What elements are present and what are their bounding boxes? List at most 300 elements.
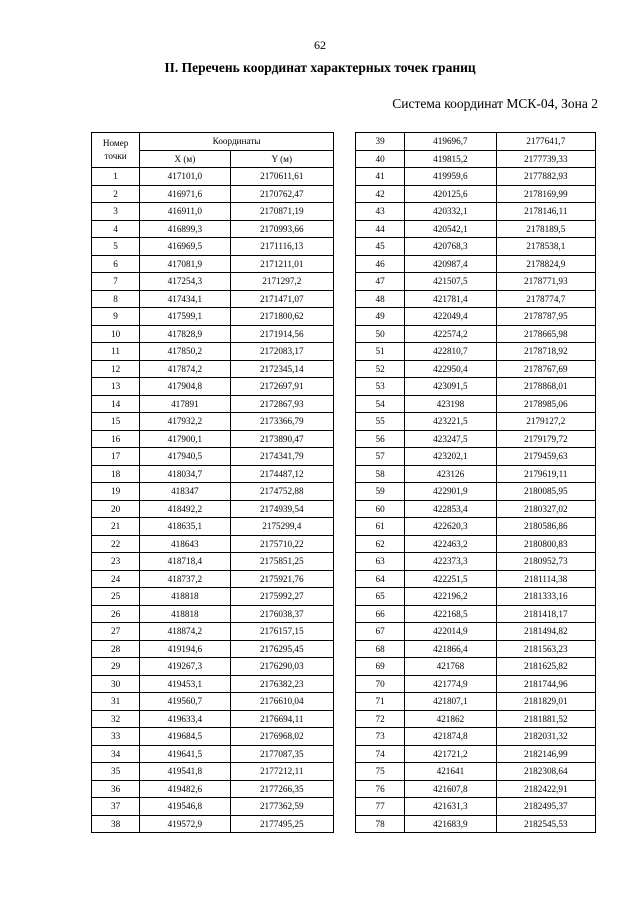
table-row — [92, 518, 334, 536]
point-number-cell: 19 — [92, 483, 140, 501]
x-coordinate-cell: 420332,1 — [405, 203, 496, 221]
x-coordinate-cell: 418643 — [140, 535, 230, 553]
y-coordinate-cell: 2180800,83 — [496, 535, 595, 553]
table-row — [356, 203, 596, 221]
y-coordinate-cell: 2175992,27 — [230, 588, 333, 606]
x-coordinate-cell: 419453,1 — [140, 675, 230, 693]
x-coordinate-cell: 423247,5 — [405, 430, 496, 448]
table-row — [92, 623, 334, 641]
y-coordinate-cell: 2178718,92 — [496, 343, 595, 361]
x-coordinate-cell: 422196,2 — [405, 588, 496, 606]
y-coordinate-cell: 2181418,17 — [496, 605, 595, 623]
table-row — [92, 745, 334, 763]
coordinates-header: Координаты — [140, 133, 334, 151]
y-coordinate-cell: 2176038,37 — [230, 605, 333, 623]
table-row — [92, 413, 334, 431]
point-number-cell: 74 — [356, 745, 405, 763]
x-coordinate-cell: 418492,2 — [140, 500, 230, 518]
y-coordinate-cell: 2178985,06 — [496, 395, 595, 413]
table-row — [356, 798, 596, 816]
y-coordinate-cell: 2172697,91 — [230, 378, 333, 396]
point-number-cell: 2 — [92, 185, 140, 203]
point-number-cell: 35 — [92, 763, 140, 781]
point-number-cell: 44 — [356, 220, 405, 238]
point-number-cell: 55 — [356, 413, 405, 431]
table-row — [92, 710, 334, 728]
x-coordinate-cell: 419482,6 — [140, 780, 230, 798]
x-coordinate-cell: 422810,7 — [405, 343, 496, 361]
x-coordinate-cell: 419815,2 — [405, 150, 496, 168]
y-coordinate-cell: 2178771,93 — [496, 273, 595, 291]
y-coordinate-cell: 2181114,38 — [496, 570, 595, 588]
x-coordinate-cell: 422574,2 — [405, 325, 496, 343]
point-number-cell: 48 — [356, 290, 405, 308]
y-coordinate-cell: 2171297,2 — [230, 273, 333, 291]
point-number-cell: 68 — [356, 640, 405, 658]
point-number-cell: 62 — [356, 535, 405, 553]
y-coordinate-cell: 2181829,01 — [496, 693, 595, 711]
x-coordinate-cell: 420125,6 — [405, 185, 496, 203]
point-number-cell: 8 — [92, 290, 140, 308]
y-coordinate-cell: 2179619,11 — [496, 465, 595, 483]
point-number-cell: 15 — [92, 413, 140, 431]
point-number-cell: 26 — [92, 605, 140, 623]
table-row — [356, 605, 596, 623]
x-coordinate-cell: 416969,5 — [140, 238, 230, 256]
y-coordinate-cell: 2178868,01 — [496, 378, 595, 396]
point-number-cell: 40 — [356, 150, 405, 168]
point-number-cell: 67 — [356, 623, 405, 641]
table-row — [356, 710, 596, 728]
point-number-cell: 57 — [356, 448, 405, 466]
x-coordinate-cell: 421641 — [405, 763, 496, 781]
table-row — [92, 588, 334, 606]
y-coordinate-cell: 2181744,96 — [496, 675, 595, 693]
point-number-cell: 78 — [356, 815, 405, 833]
x-coordinate-cell: 423091,5 — [405, 378, 496, 396]
coordinates-table-right — [355, 132, 596, 833]
x-coordinate-cell: 422901,9 — [405, 483, 496, 501]
table-row — [356, 675, 596, 693]
table-row — [356, 640, 596, 658]
y-coordinate-cell: 2179459,63 — [496, 448, 595, 466]
point-number-cell: 65 — [356, 588, 405, 606]
x-coordinate-cell: 421774,9 — [405, 675, 496, 693]
y-coordinate-cell: 2178787,95 — [496, 308, 595, 326]
x-coordinate-cell: 421781,4 — [405, 290, 496, 308]
point-number-cell: 41 — [356, 168, 405, 186]
y-coordinate-cell: 2176382,23 — [230, 675, 333, 693]
table-row — [356, 413, 596, 431]
table-row — [356, 133, 596, 151]
y-coordinate-cell: 2178824,9 — [496, 255, 595, 273]
table-row — [356, 518, 596, 536]
table-row — [92, 430, 334, 448]
table-row — [92, 395, 334, 413]
x-coordinate-cell: 422251,5 — [405, 570, 496, 588]
y-coordinate-cell: 2182545,53 — [496, 815, 595, 833]
table-row — [356, 658, 596, 676]
table-row — [92, 728, 334, 746]
y-coordinate-cell: 2172345,14 — [230, 360, 333, 378]
y-coordinate-cell: 2180586,86 — [496, 518, 595, 536]
y-coordinate-cell: 2171471,07 — [230, 290, 333, 308]
point-number-cell: 23 — [92, 553, 140, 571]
y-coordinate-cell: 2181494,82 — [496, 623, 595, 641]
x-coordinate-cell: 419633,4 — [140, 710, 230, 728]
point-number-cell: 7 — [92, 273, 140, 291]
point-number-cell: 22 — [92, 535, 140, 553]
table-row — [92, 553, 334, 571]
x-coordinate-cell: 417434,1 — [140, 290, 230, 308]
table-row — [92, 273, 334, 291]
x-coordinate-cell: 421607,8 — [405, 780, 496, 798]
point-number-cell: 50 — [356, 325, 405, 343]
x-coordinate-cell: 421866,4 — [405, 640, 496, 658]
table-row — [356, 623, 596, 641]
table-row — [356, 780, 596, 798]
point-number-cell: 45 — [356, 238, 405, 256]
y-coordinate-cell: 2182495,37 — [496, 798, 595, 816]
x-coordinate-cell: 422463,2 — [405, 535, 496, 553]
y-coordinate-cell: 2175851,25 — [230, 553, 333, 571]
table-row — [92, 220, 334, 238]
x-coordinate-cell: 418635,1 — [140, 518, 230, 536]
coordinates-table-left — [91, 132, 334, 833]
y-coordinate-cell: 2175710,22 — [230, 535, 333, 553]
x-coordinate-cell: 421721,2 — [405, 745, 496, 763]
point-number-cell: 11 — [92, 343, 140, 361]
x-coordinate-cell: 423202,1 — [405, 448, 496, 466]
table-row — [92, 658, 334, 676]
y-coordinate-cell: 2181333,16 — [496, 588, 595, 606]
x-coordinate-cell: 420768,3 — [405, 238, 496, 256]
x-coordinate-cell: 421507,5 — [405, 273, 496, 291]
point-number-cell: 13 — [92, 378, 140, 396]
point-number-cell: 66 — [356, 605, 405, 623]
x-coordinate-cell: 421807,1 — [405, 693, 496, 711]
table-row — [92, 168, 334, 186]
table-row — [356, 325, 596, 343]
page-number: 62 — [314, 38, 326, 52]
x-coordinate-cell: 421631,3 — [405, 798, 496, 816]
point-number-cell: 47 — [356, 273, 405, 291]
point-number-cell: 69 — [356, 658, 405, 676]
y-coordinate-cell: 2175921,76 — [230, 570, 333, 588]
table-row — [92, 605, 334, 623]
table-row — [356, 185, 596, 203]
y-coordinate-cell: 2174487,12 — [230, 465, 333, 483]
table-row — [92, 238, 334, 256]
x-coordinate-cell: 417904,8 — [140, 378, 230, 396]
y-coordinate-cell: 2171116,13 — [230, 238, 333, 256]
x-coordinate-cell: 419546,8 — [140, 798, 230, 816]
table-row — [92, 290, 334, 308]
point-number-cell: 77 — [356, 798, 405, 816]
point-number-cell: 29 — [92, 658, 140, 676]
table-row — [356, 588, 596, 606]
x-coordinate-cell: 417254,3 — [140, 273, 230, 291]
point-number-cell: 51 — [356, 343, 405, 361]
point-number-cell: 25 — [92, 588, 140, 606]
point-number-cell: 63 — [356, 553, 405, 571]
x-coordinate-cell: 421862 — [405, 710, 496, 728]
y-coordinate-cell: 2177212,11 — [230, 763, 333, 781]
y-coordinate-cell: 2176968,02 — [230, 728, 333, 746]
table-row — [356, 815, 596, 833]
point-number-header: Номер точки — [92, 133, 140, 168]
x-coordinate-cell: 419572,9 — [140, 815, 230, 833]
point-number-cell: 36 — [92, 780, 140, 798]
x-coordinate-cell: 422620,3 — [405, 518, 496, 536]
y-coordinate-cell: 2172867,93 — [230, 395, 333, 413]
x-coordinate-cell: 417850,2 — [140, 343, 230, 361]
x-coordinate-cell: 416911,0 — [140, 203, 230, 221]
point-number-cell: 1 — [92, 168, 140, 186]
y-coordinate-cell: 2174752,88 — [230, 483, 333, 501]
point-number-cell: 5 — [92, 238, 140, 256]
table-row — [356, 343, 596, 361]
table-row — [356, 308, 596, 326]
y-coordinate-cell: 2182031,32 — [496, 728, 595, 746]
table-row — [92, 255, 334, 273]
coordinate-system-label: Система координат МСК-04, Зона 2 — [392, 96, 598, 111]
y-coordinate-cell: 2176610,04 — [230, 693, 333, 711]
x-coordinate-cell: 419684,5 — [140, 728, 230, 746]
y-coordinate-cell: 2177495,25 — [230, 815, 333, 833]
x-coordinate-cell: 423198 — [405, 395, 496, 413]
point-number-cell: 24 — [92, 570, 140, 588]
table-row — [92, 308, 334, 326]
x-coordinate-cell: 417101,0 — [140, 168, 230, 186]
x-coordinate-cell: 417828,9 — [140, 325, 230, 343]
y-coordinate-cell: 2178774,7 — [496, 290, 595, 308]
y-coordinate-cell: 2179179,72 — [496, 430, 595, 448]
point-number-cell: 42 — [356, 185, 405, 203]
point-number-cell: 60 — [356, 500, 405, 518]
point-number-cell: 56 — [356, 430, 405, 448]
point-number-cell: 54 — [356, 395, 405, 413]
table-row — [356, 763, 596, 781]
point-number-cell: 52 — [356, 360, 405, 378]
point-number-cell: 53 — [356, 378, 405, 396]
point-number-cell: 58 — [356, 465, 405, 483]
y-coordinate-cell: 2173366,79 — [230, 413, 333, 431]
point-number-cell: 33 — [92, 728, 140, 746]
y-coordinate-cell: 2177266,35 — [230, 780, 333, 798]
y-coordinate-cell: 2179127,2 — [496, 413, 595, 431]
point-number-cell: 49 — [356, 308, 405, 326]
table-row — [356, 255, 596, 273]
y-coordinate-cell: 2176694,11 — [230, 710, 333, 728]
table-row — [356, 483, 596, 501]
point-number-cell: 31 — [92, 693, 140, 711]
point-number-cell: 34 — [92, 745, 140, 763]
point-number-cell: 59 — [356, 483, 405, 501]
table-row — [92, 535, 334, 553]
x-coordinate-cell: 419959,6 — [405, 168, 496, 186]
x-coordinate-cell: 422168,5 — [405, 605, 496, 623]
point-number-cell: 12 — [92, 360, 140, 378]
y-coordinate-cell: 2171211,01 — [230, 255, 333, 273]
point-number-cell: 72 — [356, 710, 405, 728]
table-row — [356, 465, 596, 483]
point-number-cell: 18 — [92, 465, 140, 483]
x-coordinate-cell: 422950,4 — [405, 360, 496, 378]
y-coordinate-cell: 2178665,98 — [496, 325, 595, 343]
table-row — [92, 343, 334, 361]
table-row — [356, 168, 596, 186]
point-number-cell: 28 — [92, 640, 140, 658]
table-row — [92, 203, 334, 221]
table-row — [92, 815, 334, 833]
y-coordinate-cell: 2171800,62 — [230, 308, 333, 326]
y-coordinate-cell: 2182146,99 — [496, 745, 595, 763]
point-number-cell: 39 — [356, 133, 405, 151]
point-number-cell: 64 — [356, 570, 405, 588]
x-coordinate-cell: 419560,7 — [140, 693, 230, 711]
x-coordinate-cell: 422373,3 — [405, 553, 496, 571]
y-coordinate-cell: 2176295,45 — [230, 640, 333, 658]
point-number-cell: 70 — [356, 675, 405, 693]
y-coordinate-cell: 2176157,15 — [230, 623, 333, 641]
x-coordinate-cell: 420542,1 — [405, 220, 496, 238]
point-number-cell: 32 — [92, 710, 140, 728]
x-coordinate-cell: 422014,9 — [405, 623, 496, 641]
y-header: Y (м) — [230, 150, 333, 168]
y-coordinate-cell: 2180952,73 — [496, 553, 595, 571]
x-coordinate-cell: 419541,8 — [140, 763, 230, 781]
x-coordinate-cell: 421683,9 — [405, 815, 496, 833]
y-coordinate-cell: 2171914,56 — [230, 325, 333, 343]
point-number-cell: 38 — [92, 815, 140, 833]
y-coordinate-cell: 2177739,33 — [496, 150, 595, 168]
table-row — [92, 640, 334, 658]
y-coordinate-cell: 2170762,47 — [230, 185, 333, 203]
x-coordinate-cell: 419641,5 — [140, 745, 230, 763]
table-row — [92, 675, 334, 693]
point-number-cell: 3 — [92, 203, 140, 221]
x-coordinate-cell: 418347 — [140, 483, 230, 501]
y-coordinate-cell: 2178146,11 — [496, 203, 595, 221]
x-coordinate-cell: 421768 — [405, 658, 496, 676]
y-coordinate-cell: 2170611,61 — [230, 168, 333, 186]
y-coordinate-cell: 2174341,79 — [230, 448, 333, 466]
x-coordinate-cell: 417599,1 — [140, 308, 230, 326]
x-coordinate-cell: 416899,3 — [140, 220, 230, 238]
x-coordinate-cell: 418034,7 — [140, 465, 230, 483]
point-number-cell: 10 — [92, 325, 140, 343]
table-row — [356, 728, 596, 746]
table-row — [92, 483, 334, 501]
point-number-cell: 30 — [92, 675, 140, 693]
y-coordinate-cell: 2174939,54 — [230, 500, 333, 518]
point-number-cell: 20 — [92, 500, 140, 518]
x-coordinate-cell: 422853,4 — [405, 500, 496, 518]
point-number-cell: 61 — [356, 518, 405, 536]
table-row — [92, 360, 334, 378]
point-number-cell: 46 — [356, 255, 405, 273]
x-coordinate-cell: 423126 — [405, 465, 496, 483]
y-coordinate-cell: 2177641,7 — [496, 133, 595, 151]
y-coordinate-cell: 2178767,69 — [496, 360, 595, 378]
x-coordinate-cell: 417874,2 — [140, 360, 230, 378]
table-row — [356, 273, 596, 291]
x-header: X (м) — [140, 150, 230, 168]
table-row — [92, 500, 334, 518]
x-coordinate-cell: 418818 — [140, 605, 230, 623]
x-coordinate-cell: 418818 — [140, 588, 230, 606]
table-row — [356, 745, 596, 763]
y-coordinate-cell: 2180327,02 — [496, 500, 595, 518]
point-number-cell: 27 — [92, 623, 140, 641]
x-coordinate-cell: 417081,9 — [140, 255, 230, 273]
x-coordinate-cell: 419267,3 — [140, 658, 230, 676]
point-number-cell: 37 — [92, 798, 140, 816]
point-number-cell: 9 — [92, 308, 140, 326]
y-coordinate-cell: 2177362,59 — [230, 798, 333, 816]
x-coordinate-cell: 421874,8 — [405, 728, 496, 746]
x-coordinate-cell: 418874,2 — [140, 623, 230, 641]
y-coordinate-cell: 2172083,17 — [230, 343, 333, 361]
table-row — [92, 448, 334, 466]
table-row — [92, 185, 334, 203]
y-coordinate-cell: 2181881,52 — [496, 710, 595, 728]
table-row — [356, 430, 596, 448]
x-coordinate-cell: 417891 — [140, 395, 230, 413]
x-coordinate-cell: 418737,2 — [140, 570, 230, 588]
point-number-cell: 76 — [356, 780, 405, 798]
table-row — [356, 220, 596, 238]
table-row — [356, 150, 596, 168]
table-row — [356, 500, 596, 518]
table-row — [356, 290, 596, 308]
table-row — [92, 570, 334, 588]
table-row — [92, 465, 334, 483]
y-coordinate-cell: 2182308,64 — [496, 763, 595, 781]
point-number-cell: 16 — [92, 430, 140, 448]
y-coordinate-cell: 2180085,95 — [496, 483, 595, 501]
table-row — [92, 763, 334, 781]
point-number-cell: 14 — [92, 395, 140, 413]
table-row — [356, 360, 596, 378]
x-coordinate-cell: 417932,2 — [140, 413, 230, 431]
table-row — [356, 395, 596, 413]
y-coordinate-cell: 2178169,99 — [496, 185, 595, 203]
x-coordinate-cell: 423221,5 — [405, 413, 496, 431]
table-row — [356, 448, 596, 466]
y-coordinate-cell: 2177882,93 — [496, 168, 595, 186]
point-number-cell: 4 — [92, 220, 140, 238]
table-row — [356, 535, 596, 553]
table-row — [356, 378, 596, 396]
y-coordinate-cell: 2170871,19 — [230, 203, 333, 221]
table-row — [356, 693, 596, 711]
y-coordinate-cell: 2181563,23 — [496, 640, 595, 658]
point-number-cell: 21 — [92, 518, 140, 536]
table-row — [92, 378, 334, 396]
x-coordinate-cell: 416971,6 — [140, 185, 230, 203]
table-row — [356, 570, 596, 588]
point-number-cell: 6 — [92, 255, 140, 273]
table-row — [92, 780, 334, 798]
x-coordinate-cell: 418718,4 — [140, 553, 230, 571]
table-row — [92, 325, 334, 343]
y-coordinate-cell: 2175299,4 — [230, 518, 333, 536]
y-coordinate-cell: 2170993,66 — [230, 220, 333, 238]
x-coordinate-cell: 419194,6 — [140, 640, 230, 658]
y-coordinate-cell: 2173890,47 — [230, 430, 333, 448]
